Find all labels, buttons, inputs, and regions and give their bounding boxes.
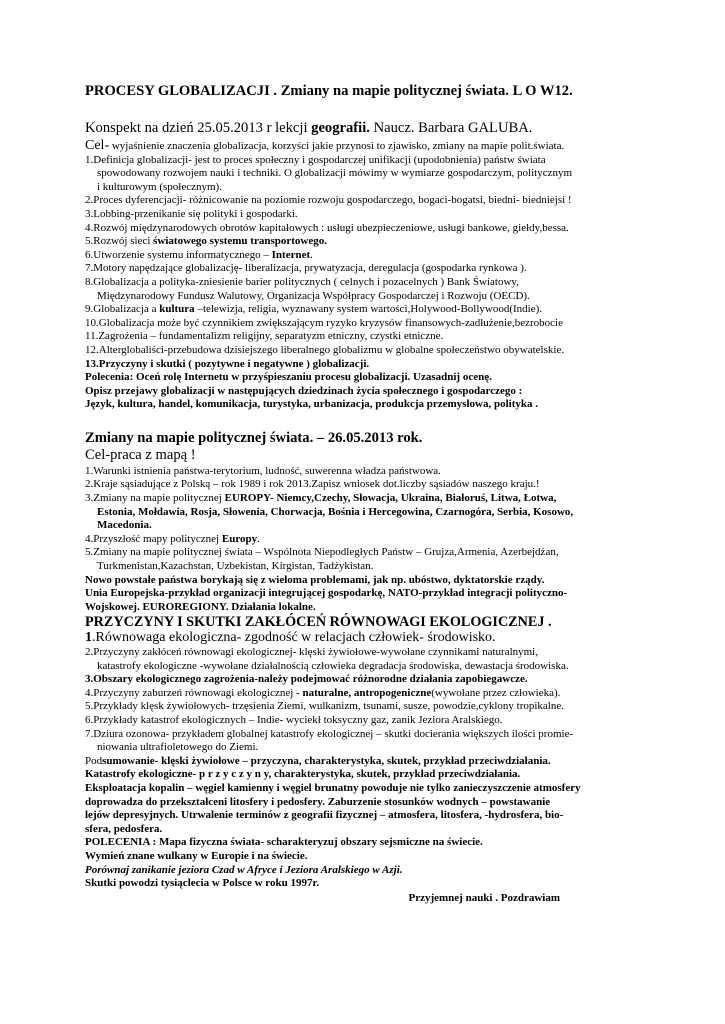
section-goal: Cel-praca z mapą !	[85, 446, 196, 463]
task-line: Język, kultura, handel, komunikacja, turystyka, urbanizacja, produkcja przemysłowa, polityka .	[85, 398, 538, 411]
list-item: 11.Zagrożenia – fundamentalizm religijny, separatyzm etniczny, czystki etniczne.	[85, 330, 444, 343]
task-line: Porównaj zanikanie jeziora Czad w Afryce i Jeziora Aralskiego w Azji.	[85, 863, 403, 876]
bold-line: Unia Europejska-przykład organizacji integrującej gospodarkę, NATO-przykład integracji polityczno-	[85, 587, 568, 600]
bold-line: sfera, pedosfera.	[85, 822, 163, 835]
list-item-cont: i kulturowym (społecznym).	[97, 180, 222, 193]
bold-line: lejów depresyjnych. Utrwalenie terminów z geografii fizycznej – atmosfera, litosfera, -hydrosfera, bio-	[85, 809, 564, 822]
bold-line: Katastrofy ekologiczne- p r z y c z y n y, charakterystyka, skutek, przykład przeciwdziałania.	[85, 768, 521, 781]
closing-greeting: Przyjemnej nauki . Pozdrawiam	[408, 891, 560, 904]
bold-line: Wojskowej. EUROREGIONY. Działania lokalne.	[85, 600, 316, 613]
list-item: 2.Kraje sąsiadujące z Polską – rok 1989 i rok 2013.Zapisz wniosek dot.liczby sąsiadów naszego kraju.!	[85, 478, 540, 491]
list-item: 6.Utworzenie systemu informatycznego – Internet.	[85, 248, 313, 261]
list-item: 5.Przykłady klęsk żywiołowych- trzęsienia Ziemi, wulkanizm, tsunami, susze, powodzie,cyklony tropikalne.	[85, 700, 564, 713]
list-item: 2.Proces dyferencjacji- różnicowanie na poziomie rozwoju gospodarczego, bogaci-bogatsi, biedni- biedniejsi !	[85, 194, 572, 207]
lesson-subtitle: Konspekt na dzień 25.05.2013 r lekcji geografii. Naucz. Barbara GALUBA.	[85, 120, 533, 136]
list-item-cont: Estonia, Mołdawia, Rosja, Słowenia, Chorwacja, Bośnia i Hercegowina, Czarnogóra, Serbia, Kosowo,	[97, 505, 574, 518]
list-item: 1.Równowaga ekologiczna- zgodność w relacjach człowiek- środowisko.	[85, 630, 496, 646]
list-item: 7.Dziura ozonowa- przykładem globalnej katastrofy ekologicznej – skutki docierania większych ilości promie-	[85, 727, 574, 740]
list-item: 3.Obszary ekologicznego zagrożenia-należy podejmować różnorodne działania zapobiegawcze.	[85, 673, 528, 686]
list-item: 3.Zmiany na mapie politycznej EUROPY- Niemcy,Czechy, Słowacja, Ukraina, Białoruś, Litwa, Łotwa,	[85, 492, 557, 505]
list-item: 4.Przyszłość mapy politycznej Europy.	[85, 532, 260, 545]
section-heading: Zmiany na mapie politycznej świata. – 26.05.2013 rok.	[85, 429, 423, 446]
list-item: 5.Zmiany na mapie politycznej świata – Wspólnota Niepodległych Państw – Grujza,Armenia, Azerbejdżan,	[85, 546, 559, 559]
bold-line: Podsumowanie- klęski żywiołowe – przyczyna, charakterystyka, skutek, przykład przeciwdziałania.	[85, 754, 551, 767]
lesson-goal: Cel- wyjaśnienie znaczenia globalizacja, korzyści jakie przynosi to zjawisko, zmiany na mapie polit.świata.	[85, 138, 565, 153]
list-item-cont: spowodowany rozwojem nauki i techniki. O globalizacji mówimy w wymiarze gospodarczym, politycznym	[97, 167, 573, 180]
list-item: 6.Przykłady katastrof ekologicznych – Indie- wyciekł toksyczny gaz, zanik Jeziora Aralskiego.	[85, 713, 503, 726]
task-line: Skutki powodzi tysiąclecia w Polsce w roku 1997r.	[85, 877, 320, 890]
document-page	[85, 83, 645, 905]
section-heading: PRZYCZYNY I SKUTKI ZAKŁÓCEŃ RÓWNOWAGI EKOLOGICZNEJ .	[85, 614, 552, 631]
task-line: Opisz przejawy globalizacji w następujących dziedzinach życia społecznego i gospodarczego :	[85, 384, 523, 397]
list-item: 9.Globalizacja a kultura –telewizja, religia, wyznawany system wartości,Holywood-Bollywood(Indie).	[85, 303, 543, 316]
bold-line: doprowadza do przekształceni litosfery i pedosfery. Zaburzenie stosunków wodnych – powstawanie	[85, 795, 551, 808]
list-item: 4.Rozwój międzynarodowych obrotów kapitałowych : usługi ubezpieczeniowe, usługi bankowe, giełdy,bessa.	[85, 221, 569, 234]
list-item: 13.Przyczyny i skutki ( pozytywne i negatywne ) globalizacji.	[85, 357, 370, 370]
list-item: 10.Globalizacja może być czynnikiem zwiększającym ryzyko kryzysów finansowych-zadłużenie,bezrobocie	[85, 316, 563, 329]
list-item-cont: katastrofy ekologiczne -wywołane działalnością człowieka degradacja środowiska, dewastacja środowiska.	[97, 659, 569, 672]
list-item-cont: Międzynarodowy Fundusz Walutowy, Organizacja Współpracy Gospodarczej i Rozwoju (OECD).	[97, 289, 530, 302]
list-item-cont: Turkmenistan,Kazachstan, Uzbekistan, Kirgistan, Tadżykistan.	[97, 560, 374, 573]
list-item-cont: Macedonia.	[97, 519, 152, 532]
list-item: 12.Alterglobaliści-przebudowa dzisiejszego liberalnego globalizmu w globalne społeczeństwo obywatelskie.	[85, 343, 565, 356]
list-item: 3.Lobbing-przenikanie się polityki i gospodarki.	[85, 207, 298, 220]
list-item: 8.Globalizacja a polityka-zniesienie barier politycznych ( celnych i pozacelnych ) Bank Światowy,	[85, 275, 519, 288]
list-item: 7.Motory napędzające globalizację- liberalizacja, prywatyzacja, deregulacja (gospodarka rynkowa ).	[85, 262, 527, 275]
list-item: 5.Rozwój sieci światowego systemu transportowego.	[85, 235, 327, 248]
list-item: 1.Warunki istnienia państwa-terytorium, ludność, suwerenna władza państwowa.	[85, 464, 441, 477]
list-item: 1.Definicja globalizacji- jest to proces społeczny i gospodarczej unifikacji (upodobnienia) państw świata	[85, 153, 546, 166]
bold-line: Eksploatacja kopalin – węgiel kamienny i węgiel brunatny powoduje nie tylko zanieczyszczenie atmosfery	[85, 781, 581, 794]
bold-line: Nowo powstałe państwa borykają się z wieloma problemami, jak np. ubóstwo, dyktatorskie rządy.	[85, 573, 545, 586]
list-item: 2.Przyczyny zakłóceń równowagi ekologicznej- klęski żywiołowe-wywołane czynnikami naturalnymi,	[85, 646, 538, 658]
task-line: Polecenia: Oceń rolę Internetu w przyśpieszaniu procesu globalizacji. Uzasadnij ocenę.	[85, 371, 492, 384]
task-line: Wymień znane wulkany w Europie i na świecie.	[85, 849, 308, 862]
task-line: POLECENIA : Mapa fizyczna świata- scharakteryzuj obszary sejsmiczne na świecie.	[85, 836, 483, 849]
list-item-cont: niowania ultrafioletowego do Ziemi.	[97, 741, 259, 754]
document-title: PROCESY GLOBALIZACJI . Zmiany na mapie politycznej świata. L O W12.	[85, 83, 573, 99]
list-item: 4.Przyczyny zaburzeń równowagi ekologicznej - naturalne, antropogeniczne(wywołane przez człowieka).	[85, 686, 561, 699]
